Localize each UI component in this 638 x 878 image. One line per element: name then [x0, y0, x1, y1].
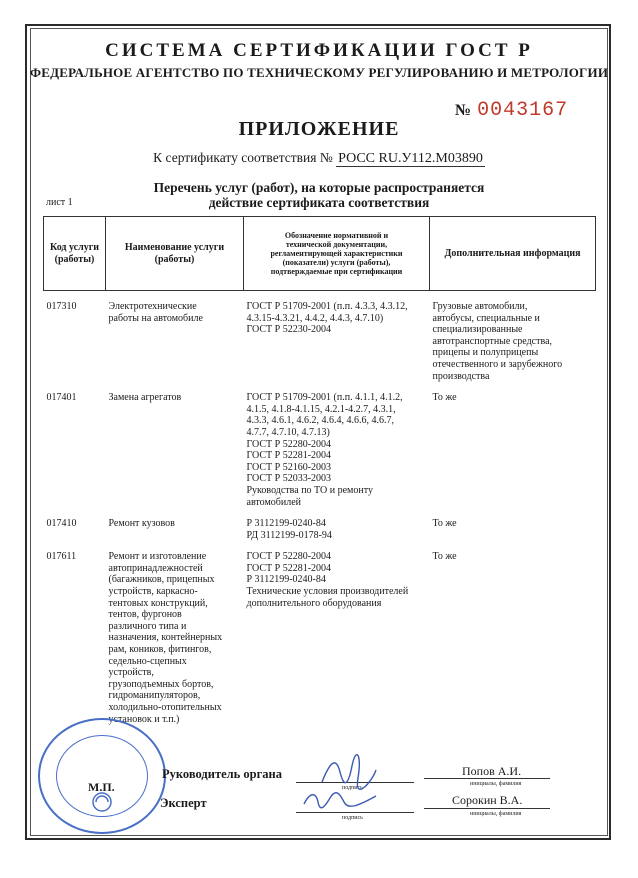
- cell-docs-line: Технические условия производителей: [246, 586, 409, 598]
- cell-info: [430, 541, 596, 725]
- table-header-row: [44, 217, 596, 291]
- cell-docs-line: ГОСТ Р 52280-2004: [246, 551, 332, 563]
- cell-docs-line: РД 3112199-0178-94: [246, 529, 332, 541]
- cell-docs-line: ГОСТ Р 52230-2004: [246, 324, 332, 336]
- cell-info-line: отечественного и зарубежного: [432, 358, 563, 370]
- cell-docs-line: ГОСТ Р 52281-2004: [246, 562, 332, 574]
- cell-docs-line: ГОСТ Р 52281-2004: [246, 450, 332, 462]
- cell-info-line: прицепы и полуприцепы: [432, 347, 539, 359]
- head-name: Попов А.И.: [462, 764, 522, 778]
- head-name-caption: инициалы, фамилия: [470, 781, 522, 787]
- number-sign: №: [455, 102, 472, 119]
- expert-name: Сорокин В.А.: [452, 793, 523, 807]
- head-label: Руководитель органа: [162, 767, 282, 781]
- stamp-label: М.П.: [88, 780, 115, 794]
- sheet-number: лист 1: [46, 197, 73, 208]
- cell-docs-line: Руководства по ТО и ремонту: [246, 484, 373, 496]
- cell-docs-line: ГОСТ Р 52033-2003: [246, 473, 332, 485]
- cell-info: [430, 291, 596, 383]
- cell-info-line: То же: [432, 518, 457, 530]
- cell-name-line: Ремонт кузовов: [108, 518, 175, 530]
- cell-name-line: грузоподъемных бортов,: [108, 678, 214, 690]
- cell-code: 017310: [46, 301, 77, 312]
- organization-stamp: [38, 718, 166, 834]
- header-docs-line: технической документации,: [285, 239, 388, 249]
- table-row: [44, 508, 596, 541]
- cell-name-line: холодильно-отопительных: [108, 702, 222, 713]
- header-name: Наименование услуги (работы): [106, 217, 244, 291]
- expert-signature-icon: [300, 786, 380, 814]
- cell-name-line: устройств,: [108, 667, 154, 679]
- cell-info-line: Грузовые автомобили,: [432, 301, 528, 312]
- agency-title: ФЕДЕРАЛЬНОЕ АГЕНТСТВО ПО ТЕХНИЧЕСКОМУ РЕГУЛИРОВАНИЮ И МЕТРОЛОГИИ: [29, 65, 609, 80]
- cell-name-line: установок и т.п.): [108, 713, 180, 725]
- cell-docs: [244, 508, 430, 541]
- header-docs-line: регламентирующей характеристики: [270, 248, 403, 258]
- table-row: [44, 382, 596, 508]
- cell-info-line: То же: [432, 392, 457, 404]
- cell-name-line: Электротехнические: [108, 301, 197, 312]
- cell-docs: [244, 382, 430, 508]
- cell-name-line: Ремонт и изготовление: [108, 551, 207, 563]
- cell-name-line: (багажников, прицепных: [108, 574, 215, 586]
- cell-docs: [244, 541, 430, 725]
- cell-info-line: автобусы, специальные и: [432, 312, 540, 324]
- cell-docs-line: 4.3.3, 4.6.1, 4.6.2, 4.6.4, 4.6.6, 4.6.7,: [246, 415, 394, 427]
- cell-name-line: гидроманипуляторов,: [108, 690, 201, 702]
- cell-name-line: назначения, контейнерных: [108, 632, 223, 644]
- cell-name-line: устройств, каркасно-: [108, 586, 198, 598]
- cell-info-line: автотранспортные средства,: [432, 335, 553, 347]
- cell-name-line: седельно-сцепных: [108, 655, 187, 667]
- cell-docs-line: автомобилей: [246, 496, 302, 508]
- head-signature-caption: подпись: [342, 785, 363, 791]
- page-title: ПРИЛОЖЕНИЕ: [238, 118, 400, 140]
- cell-docs: [244, 291, 430, 383]
- cell-docs-line: дополнительного оборудования: [246, 597, 382, 609]
- header-code: Код услуги (работы): [44, 217, 106, 291]
- certificate-prefix: К сертификату соответствия №: [153, 150, 333, 165]
- system-title: СИСТЕМА СЕРТИФИКАЦИИ ГОСТ Р: [105, 40, 533, 61]
- cell-code: 017401: [46, 392, 77, 404]
- cell-docs-line: ГОСТ Р 51709-2001 (п.п. 4.3.3, 4.3.12,: [246, 301, 408, 312]
- subtitle-line-1: Перечень услуг (работ), на которые распространяется: [153, 180, 485, 195]
- services-table: [43, 216, 596, 725]
- table-row: [44, 541, 596, 725]
- cell-info-line: специализированные: [432, 324, 523, 336]
- cell-info-line: То же: [432, 551, 457, 563]
- subtitle-line-2: действие сертификата соответствия: [208, 195, 430, 210]
- cell-docs-line: 4.3.15-4.3.21, 4.4.2, 4.4.3, 4.7.10): [246, 312, 384, 324]
- cell-name-line: рам, коников, фитингов,: [108, 644, 212, 656]
- expert-name-line: [424, 808, 550, 809]
- number-value: 0043167: [477, 99, 569, 122]
- header-docs-line: Обозначение нормативной и: [284, 230, 389, 240]
- cell-name-line: тентов, фургонов: [108, 609, 182, 621]
- cell-name: [106, 382, 244, 508]
- cell-info: [430, 508, 596, 541]
- cell-code: 017611: [46, 551, 77, 563]
- cell-name-line: различного типа и: [108, 620, 187, 632]
- cell-code: 017410: [46, 518, 77, 530]
- cell-info-line: производства: [432, 370, 490, 382]
- header-docs-line: (показатели) услуги (работы),: [282, 258, 391, 268]
- expert-label: Эксперт: [160, 796, 207, 810]
- head-name-line: [424, 778, 550, 779]
- header-docs: [244, 217, 430, 291]
- cell-docs-line: ГОСТ Р 52280-2004: [246, 438, 332, 450]
- expert-name-caption: инициалы, фамилия: [470, 811, 522, 817]
- cell-name: [106, 508, 244, 541]
- header-info: Дополнительная информация: [430, 217, 596, 291]
- certificate-number: РОСС RU.У112.М03890: [338, 151, 483, 166]
- certificate-line: [0, 150, 638, 167]
- cell-name-line: Замена агрегатов: [108, 392, 182, 404]
- cell-name-line: тентовых конструкций,: [108, 597, 208, 609]
- cell-docs-line: Р 3112199-0240-84: [246, 574, 326, 586]
- expert-signature-caption: подпись: [342, 815, 363, 821]
- cell-name-line: автопринадлежностей: [108, 562, 203, 574]
- cell-name: [106, 291, 244, 383]
- cell-docs-line: ГОСТ Р 51709-2001 (п.п. 4.1.1, 4.1.2,: [246, 392, 403, 404]
- cell-name-line: работы на автомобиле: [108, 312, 203, 324]
- cell-docs-line: 4.7.7, 4.7.10, 4.7.13): [246, 426, 330, 438]
- cell-name: [106, 541, 244, 725]
- cell-info: [430, 382, 596, 508]
- cell-docs-line: 4.1.5, 4.1.8-4.1.15, 4.2.1-4.2.7, 4.3.1,: [246, 403, 396, 415]
- cell-docs-line: Р 3112199-0240-84: [246, 518, 326, 530]
- cell-docs-line: ГОСТ Р 52160-2003: [246, 461, 332, 473]
- table-row: [44, 291, 596, 383]
- header-docs-line: подтверждаемые при сертификации: [270, 267, 403, 277]
